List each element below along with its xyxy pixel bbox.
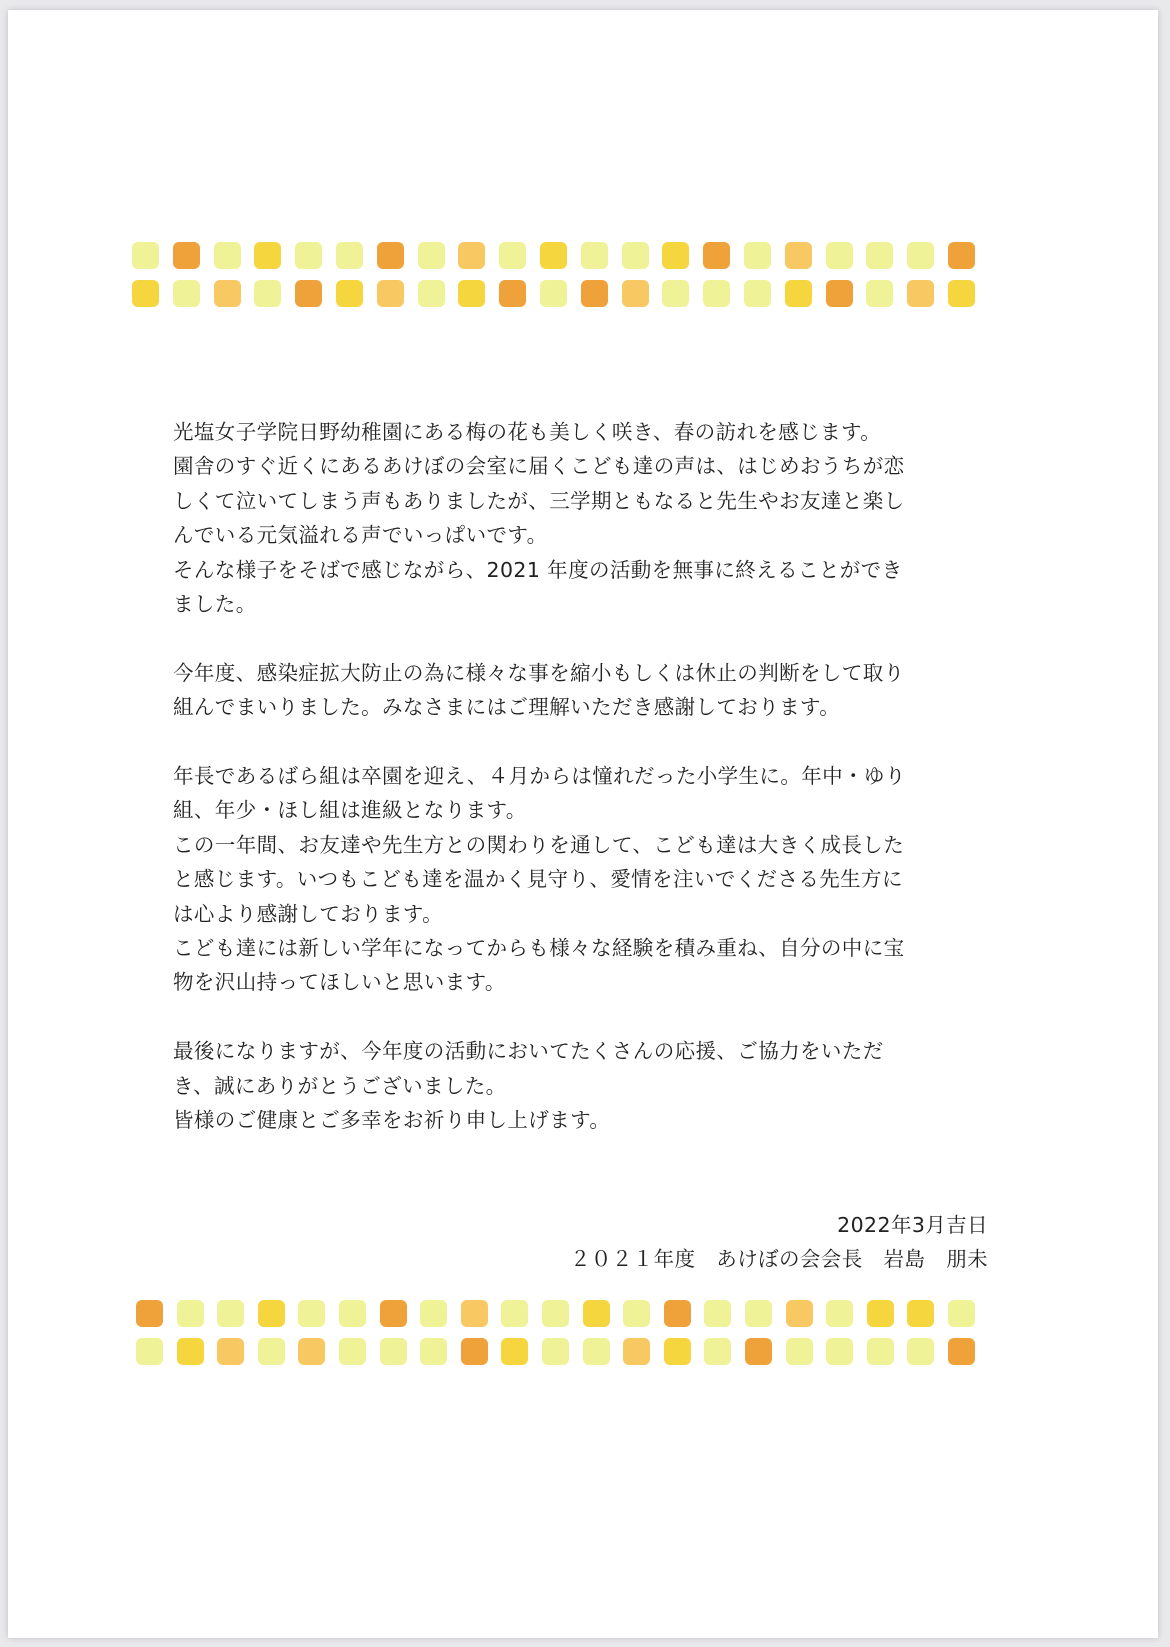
decor-tile (581, 280, 608, 307)
decor-tile (295, 242, 322, 269)
decor-tile (583, 1300, 610, 1327)
letter-body (173, 415, 1013, 1137)
decor-tile (623, 1300, 650, 1327)
decor-tile (745, 1338, 772, 1365)
decor-tile (664, 1338, 691, 1365)
text-line: と感じます。いつもこども達を温かく見守り、愛情を注いでくださる先生方に (173, 867, 903, 892)
decor-tile (254, 280, 281, 307)
text-line: この一年間、お友達や先生方との関わりを通して、こども達は大きく成長した (173, 832, 905, 857)
text-line: 年長であるばら組は卒園を迎え、４月からは憧れだった小学生に。年中・ゆり (173, 764, 906, 789)
decor-tile (377, 242, 404, 269)
text-line: 最後になりますが、今年度の活動においてたくさんの応援、ご協力をいただ (173, 1039, 884, 1064)
decor-tile (826, 242, 853, 269)
decor-tile (623, 1338, 650, 1365)
bottom-decoration-row-1 (8, 1300, 1158, 1328)
decor-tile (501, 1338, 528, 1365)
decor-tile (339, 1338, 366, 1365)
decor-tile (744, 280, 771, 307)
text-line: 組、年少・ほし組は進級となります。 (173, 798, 527, 823)
decor-tile (907, 1338, 934, 1365)
decor-tile (217, 1300, 244, 1327)
decor-tile (499, 280, 526, 307)
decor-tile (136, 1300, 163, 1327)
decor-tile (662, 242, 689, 269)
decor-tile (664, 1300, 691, 1327)
top-decoration-row-1 (8, 242, 1158, 270)
decor-tile (866, 280, 893, 307)
bottom-decoration-row-2 (8, 1338, 1158, 1366)
decor-tile (136, 1338, 163, 1365)
decor-tile (458, 280, 485, 307)
decor-tile (703, 242, 730, 269)
paragraph-4 (173, 1034, 1013, 1137)
paragraph-3 (173, 759, 1013, 1000)
paragraph-2 (173, 656, 1013, 725)
signature-block (570, 1208, 988, 1276)
decor-tile (703, 280, 730, 307)
decor-tile (662, 280, 689, 307)
decor-tile (948, 280, 975, 307)
decor-tile (298, 1338, 325, 1365)
text-line: ました。 (173, 592, 257, 617)
decor-tile (542, 1300, 569, 1327)
decor-tile (622, 242, 649, 269)
decor-tile (177, 1300, 204, 1327)
decor-tile (499, 242, 526, 269)
decor-tile (420, 1338, 447, 1365)
decor-tile (785, 280, 812, 307)
decor-tile (581, 242, 608, 269)
letter-page (8, 10, 1158, 1638)
decor-tile (744, 242, 771, 269)
decor-tile (826, 280, 853, 307)
decor-tile (786, 1300, 813, 1327)
decor-tile (461, 1338, 488, 1365)
decor-tile (214, 242, 241, 269)
signature-date: 2022年3月吉日 (837, 1213, 988, 1237)
text-line: こども達には新しい学年になってからも様々な経験を積み重ね、自分の中に宝 (173, 936, 905, 961)
decor-tile (177, 1338, 204, 1365)
top-decoration (8, 242, 1158, 312)
decor-tile (907, 280, 934, 307)
decor-tile (258, 1338, 285, 1365)
decor-tile (704, 1338, 731, 1365)
decor-tile (298, 1300, 325, 1327)
text-line: しくて泣いてしまう声もありましたが、三学期ともなると先生やお友達と楽し (173, 488, 905, 513)
decor-tile (826, 1338, 853, 1365)
decor-tile (540, 242, 567, 269)
decor-tile (866, 242, 893, 269)
decor-tile (377, 280, 404, 307)
decor-tile (785, 242, 812, 269)
text-line: そんな様子をそばで感じながら、2021 年度の活動を無事に終えることができ (173, 557, 903, 582)
decor-tile (380, 1338, 407, 1365)
decor-tile (542, 1338, 569, 1365)
decor-tile (339, 1300, 366, 1327)
decor-tile (217, 1338, 244, 1365)
decor-tile (295, 280, 322, 307)
top-decoration-row-2 (8, 280, 1158, 308)
decor-tile (173, 280, 200, 307)
text-line: 物を沢山持ってほしいと思います。 (173, 970, 506, 995)
decor-tile (622, 280, 649, 307)
decor-tile (583, 1338, 610, 1365)
decor-tile (948, 1338, 975, 1365)
decor-tile (948, 1300, 975, 1327)
text-line: 園舎のすぐ近くにあるあけぼの会室に届くこども達の声は、はじめおうちが恋 (173, 454, 905, 479)
text-line: んでいる元気溢れる声でいっぱいです。 (173, 523, 548, 548)
text-line: き、誠にありがとうございました。 (173, 1073, 507, 1098)
decor-tile (786, 1338, 813, 1365)
decor-tile (380, 1300, 407, 1327)
decor-tile (418, 242, 445, 269)
text-line: 組んでまいりました。みなさまにはご理解いただき感謝しております。 (173, 695, 841, 720)
decor-tile (132, 242, 159, 269)
decor-tile (458, 242, 485, 269)
decor-tile (907, 1300, 934, 1327)
decor-tile (826, 1300, 853, 1327)
decor-tile (258, 1300, 285, 1327)
text-line: 皆様のご健康とご多幸をお祈り申し上げます。 (173, 1108, 611, 1133)
decor-tile (173, 242, 200, 269)
decor-tile (336, 242, 363, 269)
decor-tile (501, 1300, 528, 1327)
decor-tile (540, 280, 567, 307)
decor-tile (704, 1300, 731, 1327)
text-line: は心より感謝しております。 (173, 901, 444, 926)
decor-tile (867, 1300, 894, 1327)
decor-tile (254, 242, 281, 269)
decor-tile (867, 1338, 894, 1365)
decor-tile (132, 280, 159, 307)
decor-tile (214, 280, 241, 307)
paragraph-1 (173, 415, 1013, 621)
signature-author: ２０２１年度 あけぼの会会長 岩島 朋未 (570, 1247, 988, 1271)
decor-tile (418, 280, 445, 307)
text-line: 今年度、感染症拡大防止の為に様々な事を縮小もしくは休止の判断をして取り (173, 660, 905, 685)
decor-tile (336, 280, 363, 307)
decor-tile (948, 242, 975, 269)
text-line: 光塩女子学院日野幼稚園にある梅の花も美しく咲き、春の訪れを感じます。 (173, 420, 882, 444)
decor-tile (420, 1300, 447, 1327)
decor-tile (745, 1300, 772, 1327)
decor-tile (461, 1300, 488, 1327)
decor-tile (907, 242, 934, 269)
bottom-decoration (8, 1300, 1158, 1370)
